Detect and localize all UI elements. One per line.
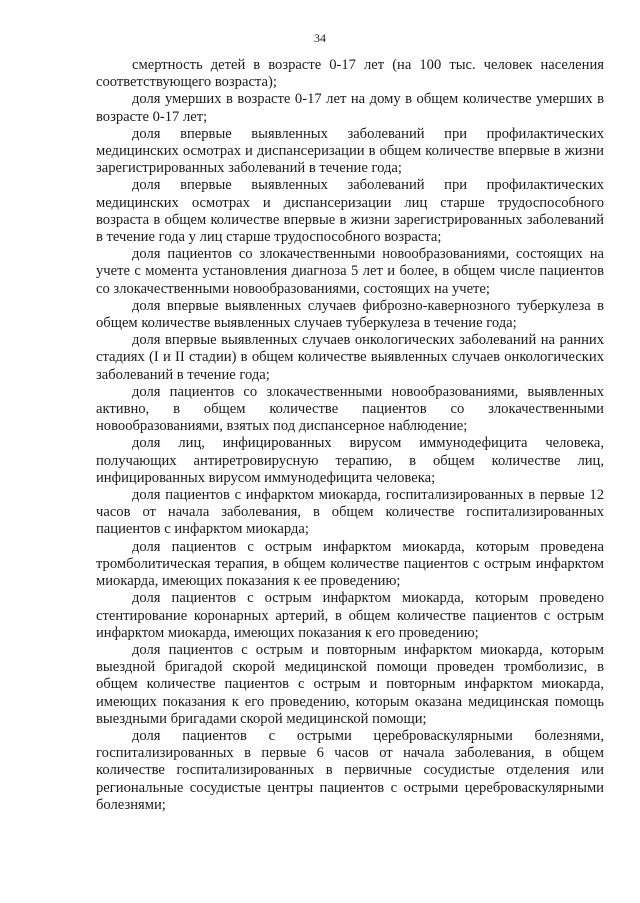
paragraph-infarction-stenting: доля пациентов с острым инфарктом миокарда, которым проведено стентирование коронарных артерий, в общем количестве пациентов с острым инфарктом миокарда, имеющих показания к его проведению; [96, 590, 604, 641]
paragraph-hiv-antiretroviral-therapy: доля лиц, инфицированных вирусом иммунодефицита человека, получающих антиретровирусную терапию, в общем количестве лиц, инфицированных вирусом иммунодефицита человека; [96, 435, 604, 486]
paragraph-child-deaths-at-home: доля умерших в возрасте 0-17 лет на дому в общем количестве умерших в возрасте 0-17 лет; [96, 91, 604, 125]
document-body [96, 57, 604, 814]
paragraph-tuberculosis-cases: доля впервые выявленных случаев фиброзно-кавернозного туберкулеза в общем количестве выявленных случаев туберкулеза в течение года; [96, 297, 604, 332]
paragraph-infarction-thrombolytic: доля пациентов с острым инфарктом миокарда, которым проведена тромболитическая терапия, в общем количестве пациентов с острым инфарктом миокарда, имеющих показания к ее проведению; [96, 538, 604, 590]
paragraph-early-stage-cancer: доля впервые выявленных случаев онкологических заболеваний на ранних стадиях (I и II стадии) в общем количестве выявленных случаев онкологических заболеваний в течение года; [96, 332, 604, 383]
paragraph-child-mortality: смертность детей в возрасте 0-17 лет (на 100 тыс. человек населения соответствующего возраста); [96, 57, 604, 91]
paragraph-diseases-detected-at-checkups: доля впервые выявленных заболеваний при профилактических медицинских осмотрах и диспансеризации в общем количестве впервые в жизни зарегистрированных заболеваний в течение года; [96, 125, 604, 177]
paragraph-cancer-patients-5-years: доля пациентов со злокачественными новообразованиями, состоящих на учете с момента установления диагноза 5 лет и более, в общем числе пациентов со злокачественными новообразованиями, состоящих на учете; [96, 246, 604, 297]
paragraph-infarction-ambulance-thrombolysis: доля пациентов с острым и повторным инфарктом миокарда, которым выездной бригадой скорой медицинской помощи проведен тромболизис, в общем количестве пациентов с острым и повторным инфарктом миокарда, имеющих показания к его проведению, которым оказана медицинская помощь выездными бригадами скорой медицинской помощи; [96, 641, 604, 727]
paragraph-infarction-hospitalized-12h: доля пациентов с инфарктом миокарда, госпитализированных в первые 12 часов от начала заболевания, в общем количестве госпитализированных пациентов с инфарктом миокарда; [96, 487, 604, 538]
paragraph-cancer-detected-actively: доля пациентов со злокачественными новообразованиями, выявленных активно, в общем количестве пациентов со злокачественными новообразованиями, взятых под диспансерное наблюдение; [96, 383, 604, 435]
page-number: 34 [314, 31, 326, 45]
paragraph-cerebrovascular-hospitalized-6h: доля пациентов с острыми цереброваскулярными болезнями, госпитализированных в первые 6 часов от начала заболевания, в общем количестве госпитализированных в первичные сосудистые отделения или региональные сосудистые центры пациентов с острыми цереброваскулярными болезнями; [96, 727, 604, 813]
paragraph-diseases-detected-elderly: доля впервые выявленных заболеваний при профилактических медицинских осмотрах и диспансеризации лиц старше трудоспособного возраста в общем количестве впервые в жизни зарегистрированных заболеваний в течение года у лиц старше трудоспособного возраста; [96, 177, 604, 246]
